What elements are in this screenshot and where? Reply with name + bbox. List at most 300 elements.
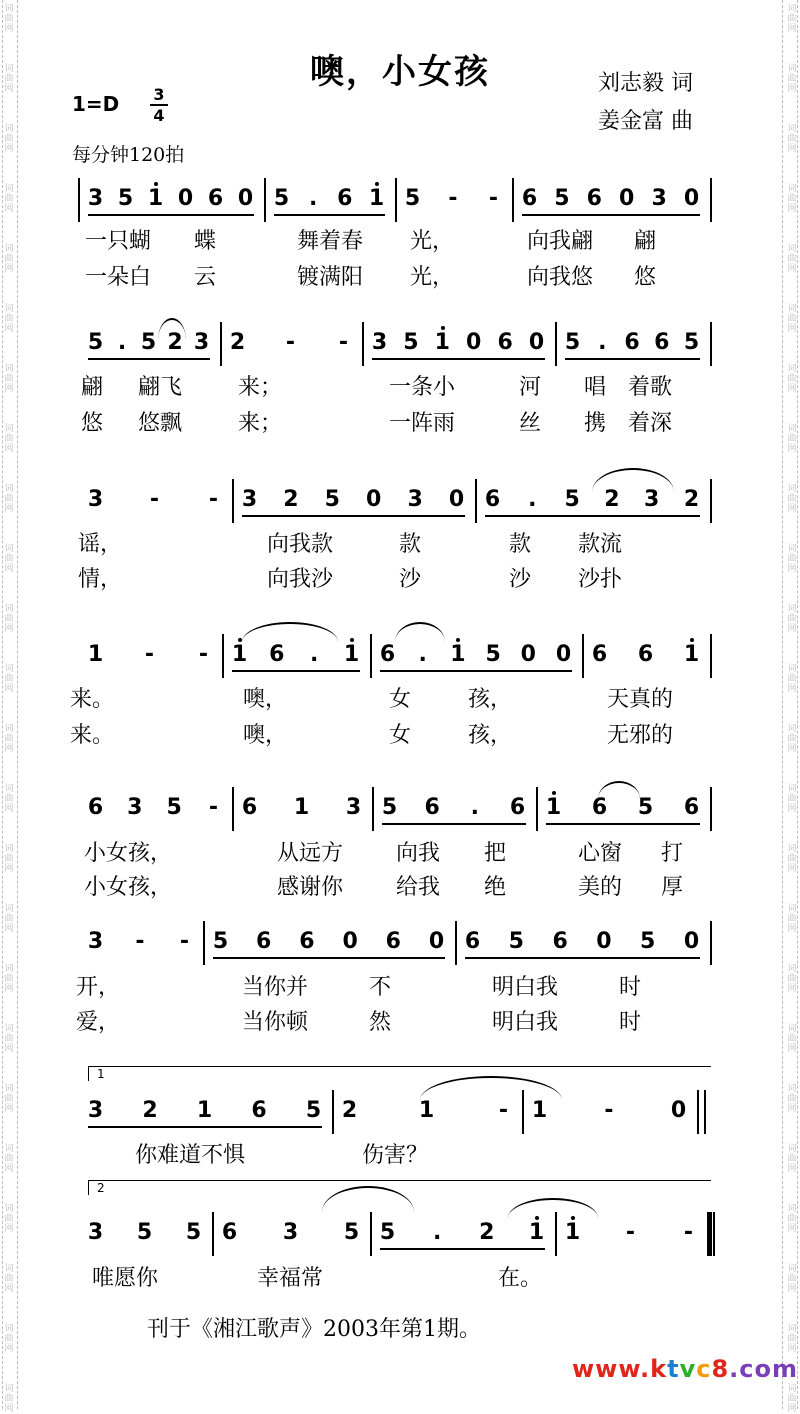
note: - [144, 642, 156, 667]
barline [710, 322, 712, 366]
watermark-text: 词 曲 网 [4, 4, 14, 34]
volta-number: 2 [97, 1181, 105, 1195]
lyric-line [0, 836, 800, 868]
note: 6 [337, 186, 354, 211]
note: 5 [637, 795, 655, 820]
note: 5 [87, 330, 105, 355]
lyric-word: 一条小 [388, 375, 456, 400]
note: 0 [596, 929, 613, 954]
barline [475, 479, 477, 523]
lyric-word: 款流 [577, 532, 623, 557]
score-system [0, 487, 800, 527]
lyric-word: 来； [237, 375, 283, 400]
watermark-text: 词 曲 网 [4, 844, 14, 874]
note: 6 [221, 1220, 239, 1245]
watermark-text: 词 曲 网 [4, 544, 14, 574]
lyric-word: 把 [483, 841, 507, 866]
beam [242, 515, 465, 517]
watermark-text: 词 曲 网 [4, 1324, 14, 1354]
lyric-word: 悠 [633, 265, 657, 290]
beam [380, 1248, 545, 1250]
publication-note: 刊于《湘江歌声》2003年第1期。 [147, 1317, 481, 1342]
watermark-text: 词 曲 网 [4, 904, 14, 934]
lyric-word: 翩飞 [137, 375, 183, 400]
note: 6 [521, 186, 539, 211]
note: 5 [166, 795, 183, 820]
note: 5 [379, 1220, 397, 1245]
barline [372, 787, 374, 831]
lyric-word: 美的 [577, 875, 623, 900]
lyric-word: 谣， [77, 532, 123, 557]
barline [222, 634, 224, 678]
note: 6 [591, 795, 609, 820]
note: 6 [497, 330, 514, 355]
note: 5 [324, 487, 341, 512]
lyric-word: 沙 [508, 567, 532, 592]
lyric-line [0, 370, 800, 402]
note: 6 [654, 330, 671, 355]
note: 2 [167, 330, 184, 355]
lyric-word: 携 [583, 411, 607, 436]
note: 0 [683, 186, 701, 211]
watermark-text: 词 曲 网 [787, 64, 797, 94]
beam [465, 957, 700, 959]
lyric-word: 当你并 [241, 975, 309, 1000]
note: - [285, 330, 297, 355]
site-logo: www.ktvc8.com [572, 1355, 798, 1383]
watermark-text: 词 曲 网 [4, 244, 14, 274]
lyric-word: 明白我 [491, 1010, 559, 1035]
note: 5 [508, 929, 525, 954]
note: - [135, 929, 146, 954]
lyric-word: 翩 [633, 229, 657, 254]
watermark-text: 词 曲 网 [787, 784, 797, 814]
lyric-word: 来； [237, 411, 283, 436]
barline [332, 1090, 334, 1134]
composer-credit: 姜金富 曲 [598, 109, 693, 134]
note: 5 [554, 186, 571, 211]
note: . [470, 795, 481, 820]
barline [710, 479, 712, 523]
octave-dot [552, 791, 556, 795]
lyric-word: 向我翩 [526, 229, 594, 254]
note: 5 [273, 186, 291, 211]
note: 5 [485, 642, 502, 667]
note: 0 [342, 929, 359, 954]
lyric-word: 一朵白 [84, 265, 152, 290]
watermark-text: 词 曲 网 [4, 604, 14, 634]
barline [203, 921, 205, 965]
watermark-text: 词 曲 网 [787, 184, 797, 214]
watermark-text: 词 曲 网 [787, 4, 797, 34]
lyric-word: 伤害？ [361, 1143, 429, 1168]
note: 1 [434, 330, 451, 355]
lyric-line [0, 1138, 800, 1170]
watermark-text: 词 曲 网 [4, 724, 14, 754]
volta-bracket [88, 1066, 711, 1081]
watermark-text: 词 曲 网 [787, 844, 797, 874]
note: 5 [185, 1220, 203, 1245]
slur [395, 622, 445, 642]
beam [88, 1126, 322, 1128]
lyric-word: 来。 [69, 687, 115, 712]
barline [220, 322, 222, 366]
lyric-word: 小女孩， [83, 841, 173, 866]
barline [582, 634, 584, 678]
note: 3 [127, 795, 144, 820]
watermark-text: 词 曲 网 [787, 1324, 797, 1354]
lyric-word: 厚 [660, 875, 684, 900]
slur [242, 622, 338, 642]
note: 1 [293, 795, 311, 820]
beam [213, 957, 445, 959]
lyric-word: 孩， [467, 687, 513, 712]
octave-dot [154, 182, 158, 186]
note: 5 [136, 1220, 154, 1245]
watermark-text: 词 曲 网 [4, 484, 14, 514]
lyric-line [0, 527, 800, 559]
key-signature: 1=D [72, 92, 120, 116]
lyric-word: 给我 [395, 875, 441, 900]
note: 5 [381, 795, 399, 820]
note: 0 [466, 330, 483, 355]
note: 0 [619, 186, 636, 211]
barline [555, 322, 557, 366]
octave-dot [375, 182, 379, 186]
note: 3 [87, 487, 105, 512]
lyric-word: 当你顿 [241, 1010, 309, 1035]
lyric-word: 幸福常 [256, 1266, 324, 1291]
note: 2 [683, 487, 701, 512]
barline [362, 322, 364, 366]
lyric-word: 镀满阳 [296, 265, 364, 290]
note: 0 [177, 186, 195, 211]
slur [158, 318, 186, 340]
note: 0 [448, 487, 466, 512]
note: 1 [196, 1098, 214, 1123]
score-system [0, 1220, 800, 1260]
note: 6 [87, 795, 105, 820]
lyric-word: 款 [508, 532, 532, 557]
note: 2 [142, 1098, 159, 1123]
lyric-line [0, 718, 800, 750]
lyric-word: 向我沙 [266, 567, 334, 592]
watermark-text: 词 曲 网 [4, 304, 14, 334]
lyric-word: 款 [398, 532, 422, 557]
note: 2 [341, 1098, 359, 1123]
note: 6 [299, 929, 316, 954]
lyric-word: 光， [409, 265, 455, 290]
note: 1 [683, 642, 701, 667]
note: 1 [545, 795, 563, 820]
watermark-text: 词 曲 网 [787, 1024, 797, 1054]
note: 5 [564, 487, 581, 512]
note: 2 [479, 1220, 496, 1245]
lyric-word: 无邪的 [606, 723, 674, 748]
note: - [488, 186, 500, 211]
lyric-word: 然 [368, 1010, 392, 1035]
beam [522, 214, 700, 216]
lyric-word: 从远方 [276, 841, 344, 866]
lyric-word: 明白我 [491, 975, 559, 1000]
barline [710, 787, 712, 831]
note: . [432, 1220, 443, 1245]
note: 2 [283, 487, 300, 512]
note: 5 [640, 929, 657, 954]
note: - [683, 1220, 695, 1245]
beam [372, 358, 545, 360]
beam [274, 214, 385, 216]
lyric-line [0, 1261, 800, 1293]
note: 1 [418, 1098, 436, 1123]
note: 3 [282, 1220, 300, 1245]
lyric-word: 向我悠 [526, 265, 594, 290]
lyric-word: 河 [518, 375, 542, 400]
note: 0 [520, 642, 537, 667]
watermark-text: 词 曲 网 [787, 124, 797, 154]
lyric-word: 开， [75, 975, 121, 1000]
lyric-word: 打 [660, 841, 684, 866]
lyric-word: 翩 [80, 375, 104, 400]
note: 6 [464, 929, 482, 954]
note: 5 [404, 186, 422, 211]
beam [382, 823, 526, 825]
note: 5 [212, 929, 230, 954]
note: 5 [140, 330, 158, 355]
note: - [208, 487, 220, 512]
barline [212, 1212, 214, 1256]
lyric-word: 丝 [518, 411, 542, 436]
lyric-line [0, 562, 800, 594]
note: 3 [371, 330, 389, 355]
note: 1 [528, 1220, 546, 1245]
note: 6 [509, 795, 527, 820]
watermark-text: 词 曲 网 [787, 904, 797, 934]
watermark-text: 词 曲 网 [4, 784, 14, 814]
note: 2 [604, 487, 621, 512]
note: 6 [591, 642, 609, 667]
lyric-word: 沙扑 [577, 567, 623, 592]
note: 1 [147, 186, 165, 211]
watermark-text: 词 曲 网 [787, 964, 797, 994]
score-system [0, 795, 800, 835]
beam [565, 358, 700, 360]
watermark-text: 词 曲 网 [787, 1084, 797, 1114]
lyric-word: 绝 [483, 875, 507, 900]
note: 6 [624, 330, 641, 355]
note: 0 [366, 487, 383, 512]
note: 3 [193, 330, 211, 355]
barline [710, 921, 712, 965]
note: 0 [237, 186, 255, 211]
barline [455, 921, 457, 965]
note: 1 [87, 642, 105, 667]
octave-dot [441, 326, 445, 330]
lyric-word: 时 [618, 1010, 642, 1035]
note: 3 [87, 929, 105, 954]
note: 3 [644, 487, 661, 512]
beam [88, 214, 254, 216]
lyric-line [0, 406, 800, 438]
barline [370, 634, 372, 678]
barline [232, 787, 234, 831]
beam [232, 670, 360, 672]
barline [710, 178, 712, 222]
lyric-word: 唯愿你 [91, 1266, 159, 1291]
watermark-text: 词 曲 网 [787, 304, 797, 334]
volta-bracket [88, 1180, 711, 1195]
beam [546, 823, 700, 825]
note: 5 [403, 330, 420, 355]
note: 3 [407, 487, 424, 512]
lyric-word: 噢， [242, 723, 288, 748]
note: 6 [552, 929, 569, 954]
note: 6 [683, 795, 701, 820]
lyric-word: 你难道不惧 [134, 1143, 246, 1168]
note: 3 [651, 186, 668, 211]
barline [232, 479, 234, 523]
note: . [117, 330, 128, 355]
watermark-text: 词 曲 网 [4, 1144, 14, 1174]
note: 1 [564, 1220, 582, 1245]
watermark-text: 词 曲 网 [787, 604, 797, 634]
note: 5 [305, 1098, 323, 1123]
slur [508, 1198, 598, 1218]
lyric-word: 一阵雨 [388, 411, 456, 436]
watermark-text: 词 曲 网 [787, 664, 797, 694]
score-system [0, 642, 800, 682]
note: 5 [343, 1220, 361, 1245]
lyric-word: 向我 [395, 841, 441, 866]
lyric-word: 光， [409, 229, 455, 254]
note: 6 [484, 487, 502, 512]
watermark-text: 词 曲 网 [787, 544, 797, 574]
watermark-text: 词 曲 网 [787, 1204, 797, 1234]
volta-number: 1 [97, 1067, 105, 1081]
lyric-line [0, 224, 800, 256]
note: . [418, 642, 428, 667]
lyric-word: 着深 [627, 411, 673, 436]
watermark-text: 词 曲 网 [4, 1204, 14, 1234]
watermark-text: 词 曲 网 [787, 1384, 797, 1414]
lyric-line [0, 870, 800, 902]
lyric-word: 女 [388, 687, 412, 712]
lyric-word: 时 [618, 975, 642, 1000]
lyric-word: 一只蝴 [84, 229, 152, 254]
note: - [625, 1220, 637, 1245]
barline [710, 634, 712, 678]
note: . [309, 642, 320, 667]
watermark-text: 词 曲 网 [4, 364, 14, 394]
lyric-word: 来。 [69, 723, 115, 748]
barline [370, 1212, 372, 1256]
watermark-text: 词 曲 网 [4, 664, 14, 694]
note: 0 [670, 1098, 688, 1123]
note: . [598, 330, 608, 355]
lyric-word: 悠飘 [137, 411, 183, 436]
note: 6 [251, 1098, 268, 1123]
watermark-text: 词 曲 网 [4, 1084, 14, 1114]
lyric-word: 天真的 [606, 687, 674, 712]
watermark-text: 词 曲 网 [4, 1024, 14, 1054]
note: 2 [229, 330, 247, 355]
note: - [338, 330, 350, 355]
barline [78, 178, 80, 222]
beam [485, 515, 700, 517]
lyric-word: 不 [368, 975, 392, 1000]
barline [512, 178, 514, 222]
final-barline [707, 1212, 712, 1256]
barline [704, 1090, 706, 1134]
note: 5 [117, 186, 135, 211]
note: - [179, 929, 191, 954]
barline [536, 787, 538, 831]
note: 0 [555, 642, 573, 667]
note: 6 [385, 929, 402, 954]
note: 6 [256, 929, 273, 954]
note: - [604, 1098, 615, 1123]
note: 6 [586, 186, 603, 211]
song-title: 噢，小女孩 [310, 52, 490, 92]
lyricist-credit: 刘志毅 词 [598, 71, 693, 96]
note: . [308, 186, 319, 211]
lyric-word: 在。 [497, 1266, 543, 1291]
barline [395, 178, 397, 222]
lyric-word: 向我款 [266, 532, 334, 557]
lyric-line [0, 970, 800, 1002]
octave-dot [350, 638, 354, 642]
note: 3 [87, 1220, 105, 1245]
note: 6 [424, 795, 441, 820]
note: 3 [87, 186, 105, 211]
lyric-word: 孩， [467, 723, 513, 748]
note: - [198, 642, 210, 667]
watermark-text: 词 曲 网 [4, 124, 14, 154]
watermark-text: 词 曲 网 [787, 724, 797, 754]
time-signature: 3 4 [150, 86, 168, 124]
lyric-word: 舞着春 [296, 229, 364, 254]
note: 0 [528, 330, 546, 355]
lyric-word: 小女孩， [83, 875, 173, 900]
note: 6 [637, 642, 655, 667]
lyric-word: 心窗 [577, 841, 623, 866]
lyric-word: 女 [388, 723, 412, 748]
note: 1 [368, 186, 386, 211]
lyric-word: 蝶 [193, 229, 217, 254]
watermark-text: 词 曲 网 [4, 964, 14, 994]
watermark-text: 词 曲 网 [4, 424, 14, 454]
note: - [208, 795, 220, 820]
note: 3 [241, 487, 259, 512]
note: 1 [531, 1098, 549, 1123]
note: 0 [683, 929, 701, 954]
note: 6 [269, 642, 286, 667]
note: 1 [231, 642, 249, 667]
lyric-word: 噢， [242, 687, 288, 712]
watermark-text: 词 曲 网 [4, 1384, 14, 1414]
lyric-line [0, 260, 800, 292]
note: 6 [207, 186, 225, 211]
lyric-word: 着歌 [627, 375, 673, 400]
note: - [448, 186, 459, 211]
barline [713, 1212, 715, 1256]
octave-dot [690, 638, 694, 642]
note: 3 [345, 795, 363, 820]
note: - [498, 1098, 510, 1123]
note: 1 [343, 642, 361, 667]
lyric-word: 云 [193, 265, 217, 290]
watermark-text: 词 曲 网 [4, 184, 14, 214]
